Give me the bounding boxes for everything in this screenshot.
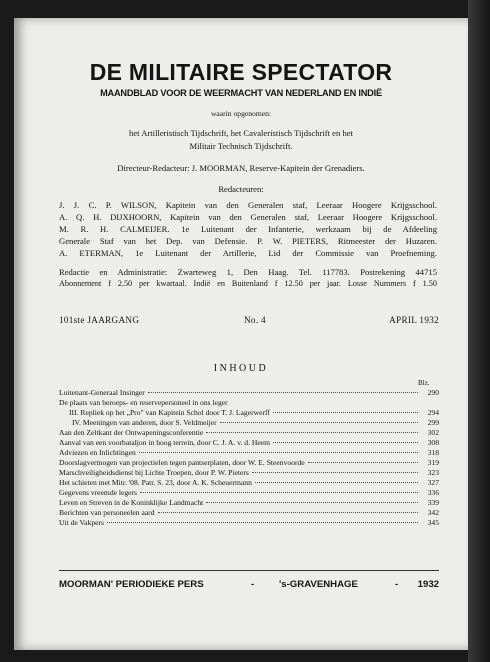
toc-entry-page: 308	[427, 438, 439, 447]
toc-entry-page: 345	[427, 518, 439, 527]
toc-entry	[59, 478, 439, 488]
toc-entry	[59, 488, 439, 498]
publisher-city: 's-GRAVENHAGE	[279, 579, 358, 590]
administration-line: Redactie en Administratie: Zwarteweg 1, Den Haag. Tel. 117783. Postrekening 44715	[59, 267, 437, 277]
journal-title: DE MILITAIRE SPECTATOR	[89, 59, 393, 85]
editors-heading: Redacteuren:	[218, 184, 264, 194]
issue-number: No. 4	[244, 315, 266, 325]
editor-line: Generale Staf van het Dep. van Defensie. P. W. PIETERS, Ritmeester der Huzaren.	[59, 236, 437, 246]
footer-divider	[59, 570, 439, 571]
toc-entry-page: 336	[427, 488, 439, 497]
editor-line: M. R. H. CALMEIJER. 1e Luitenant der Infanterie, werkzaam bij de Afdeeling	[59, 224, 437, 234]
toc-entry-title: Aan den Zeltkant der Ontwapeningsconferentie	[59, 428, 204, 437]
publication-year: 1932	[417, 579, 439, 590]
toc-entry-title: Adviezen en Inlichtingen	[59, 448, 136, 457]
toc-entry	[59, 428, 439, 438]
toc-entry-title: Luitenant-Generaal Insinger	[59, 388, 145, 397]
incorporated-line-2: Militair Technisch Tijdschrift.	[189, 141, 293, 151]
footer-separator: -	[395, 579, 399, 590]
toc-entry-page: 302	[427, 428, 439, 437]
toc-entry-title: Uit de Vakpers	[59, 518, 104, 527]
toc-entry-title: Leven en Streven in de Koninklijke Landmacht	[59, 498, 204, 507]
issue-date: APRIL 1932	[389, 315, 439, 325]
toc-entry-page: 342	[427, 508, 439, 517]
toc-page-label: Blz.	[418, 379, 430, 387]
toc-entry-title: Berichten van personeelen aard	[59, 508, 155, 517]
toc-entry-page: 294	[427, 408, 439, 417]
toc-entry-title: De plaats van beroeps- en reservepersoneel in ons leger	[59, 398, 228, 407]
toc-entry	[59, 438, 439, 448]
journal-subtitle: MAANDBLAD VOOR DE WEERMACHT VAN NEDERLAND EN INDIË	[100, 88, 382, 98]
toc-entry-title: Marschveiligheidsdienst bij Lichte Troepen, door P. W. Pieters	[59, 468, 249, 477]
toc-entry	[59, 518, 439, 528]
toc-entry-page: 339	[427, 498, 439, 507]
incorporated-line-1: het Artilleristisch Tijdschrift, het Cavaleristisch Tijdschrift en het	[129, 128, 353, 138]
toc-entry-page: 290	[427, 388, 439, 397]
toc-heading: INHOUD	[213, 363, 269, 374]
book-spine-shadow	[468, 0, 490, 662]
toc-entry-title: Doorslagvermogen van projectielen tegen pantserplaten, door W. E. Steenvoorde	[59, 458, 305, 467]
footer-separator: -	[251, 579, 255, 590]
toc-entry-page: 299	[427, 418, 439, 427]
editor-line: J. J. C. P. WILSON, Kapitein van den Generalen staf, Leeraar Hoogere Krijgsschool.	[59, 200, 437, 210]
editor-line: A. Q. H. DIJXHOORN, Kapitein van den Generalen staf, Leeraar Hoogere Krijgsschool.	[59, 212, 437, 222]
director-line: Directeur-Redacteur: J. MOORMAN, Reserve-Kapitein der Grenadiers.	[117, 163, 365, 173]
editor-line: A. ETERMAN, 1e Luitenant der Artillerie, Lid der Commissie van Proefneming.	[59, 248, 437, 258]
toc-entry	[69, 408, 439, 418]
toc-entry-title: IV. Meeningen van anderen, door S. Veldmeijer	[72, 418, 217, 427]
toc-entry-title: III. Repliek op het „Pro" van Kapitein Schol door T. J. Lagerwerff	[69, 408, 270, 417]
toc-entry	[59, 468, 439, 478]
volume-label: 101ste JAARGANG	[59, 315, 140, 325]
toc-entry	[59, 388, 439, 398]
toc-entry	[59, 448, 439, 458]
toc-entry	[59, 498, 439, 508]
toc-entry-page: 327	[427, 478, 439, 487]
journal-cover-page	[14, 18, 468, 650]
toc-entry	[59, 398, 439, 408]
toc-entry	[59, 458, 439, 468]
toc-entry-title: Aanval van een voorbataljon in hoog terrein, door C. J. A. v. d. Heem	[59, 438, 271, 447]
toc-entry-page: 323	[427, 468, 439, 477]
toc-entry-page: 319	[427, 458, 439, 467]
toc-entry	[59, 508, 439, 518]
incorporated-label: waarin opgenomen:	[210, 109, 272, 118]
toc-entry-title: Gegevens vreemde legers	[59, 488, 138, 497]
subscription-line: Abonnement f 2.50 per kwartaal. Indië en Buitenland f 12.50 per jaar. Losse Nummers f 1.50	[59, 279, 437, 288]
toc-entry-page: 318	[427, 448, 439, 457]
toc-entry	[72, 418, 439, 428]
toc-entry-title: Het schieten met Mitr. '08. Patr. S. 23, door A. K. Scheuermann	[59, 478, 252, 487]
publisher-name: MOORMAN' PERIODIEKE PERS	[59, 579, 204, 590]
